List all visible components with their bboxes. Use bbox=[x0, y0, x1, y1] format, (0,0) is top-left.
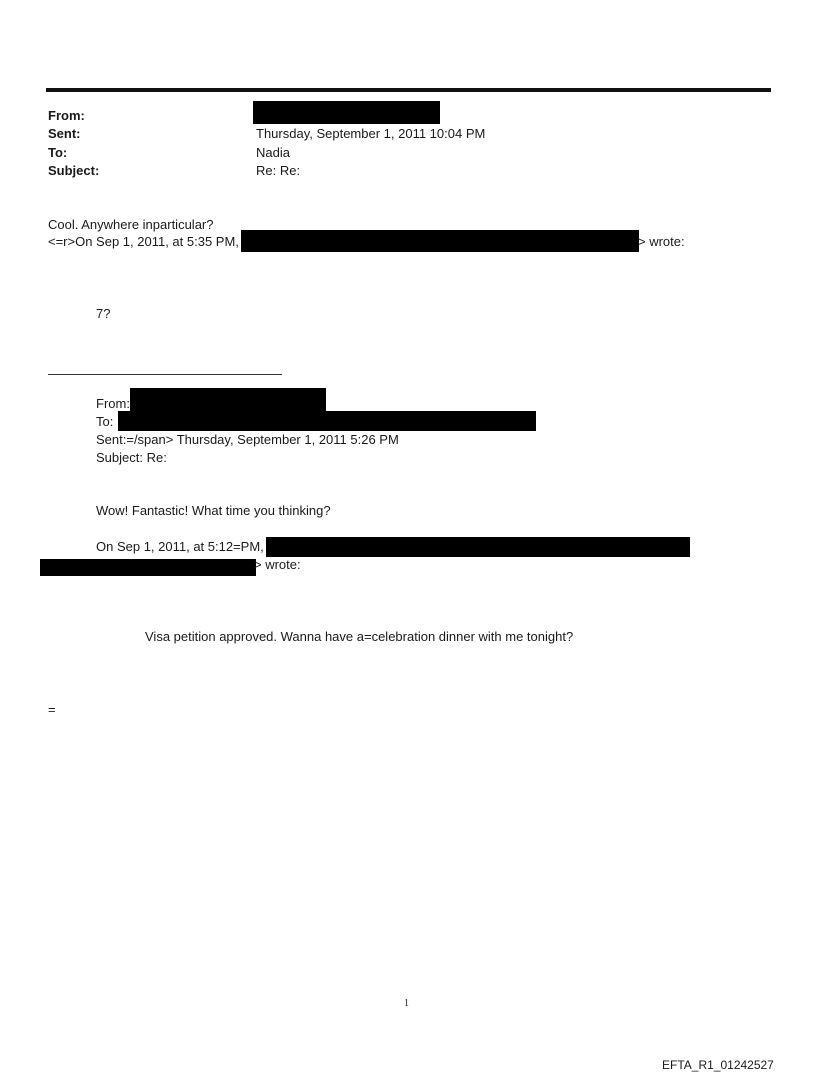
fwd-sent: Sent:=/span> Thursday, September 1, 2011 5:26 PM bbox=[96, 432, 399, 447]
fwd-from-label: From: bbox=[96, 396, 130, 411]
quote-wrote: > wrote: bbox=[638, 234, 685, 249]
to-value: Nadia bbox=[256, 145, 290, 160]
bates-number: EFTA_R1_01242527 bbox=[662, 1058, 774, 1072]
separator-line bbox=[48, 374, 282, 375]
subject-value: Re: Re: bbox=[256, 163, 301, 178]
equals-mark: = bbox=[48, 702, 56, 717]
to-label: To: bbox=[48, 145, 68, 160]
fwd-from-redaction bbox=[130, 388, 326, 412]
fwd-subject: Subject: Re: bbox=[96, 450, 167, 465]
reply-text: 7? bbox=[96, 306, 111, 321]
header-rule bbox=[46, 88, 771, 92]
fwd-to-redaction bbox=[118, 411, 536, 431]
quote-wrote: > wrote: bbox=[254, 557, 301, 572]
body-line: Cool. Anywhere inparticular? bbox=[48, 217, 214, 232]
from-redaction bbox=[253, 101, 440, 124]
page-number: 1 bbox=[404, 998, 409, 1009]
original-message: Visa petition approved. Wanna have a=celebration dinner with me tonight? bbox=[145, 629, 574, 644]
subject-label: Subject: bbox=[48, 163, 100, 178]
from-label: From: bbox=[48, 108, 85, 123]
quote-attribution: On Sep 1, 2011, at 5:12=PM, bbox=[96, 539, 264, 554]
sent-value: Thursday, September 1, 2011 10:04 PM bbox=[256, 126, 486, 141]
sender-redaction bbox=[241, 230, 639, 252]
email-redaction bbox=[40, 559, 256, 576]
quote-attribution: <=r>On Sep 1, 2011, at 5:35 PM, bbox=[48, 234, 239, 249]
reply-text: Wow! Fantastic! What time you thinking? bbox=[96, 503, 331, 518]
fwd-to-label: To: bbox=[96, 414, 114, 429]
sender-redaction bbox=[266, 537, 690, 557]
sent-label: Sent: bbox=[48, 126, 81, 141]
